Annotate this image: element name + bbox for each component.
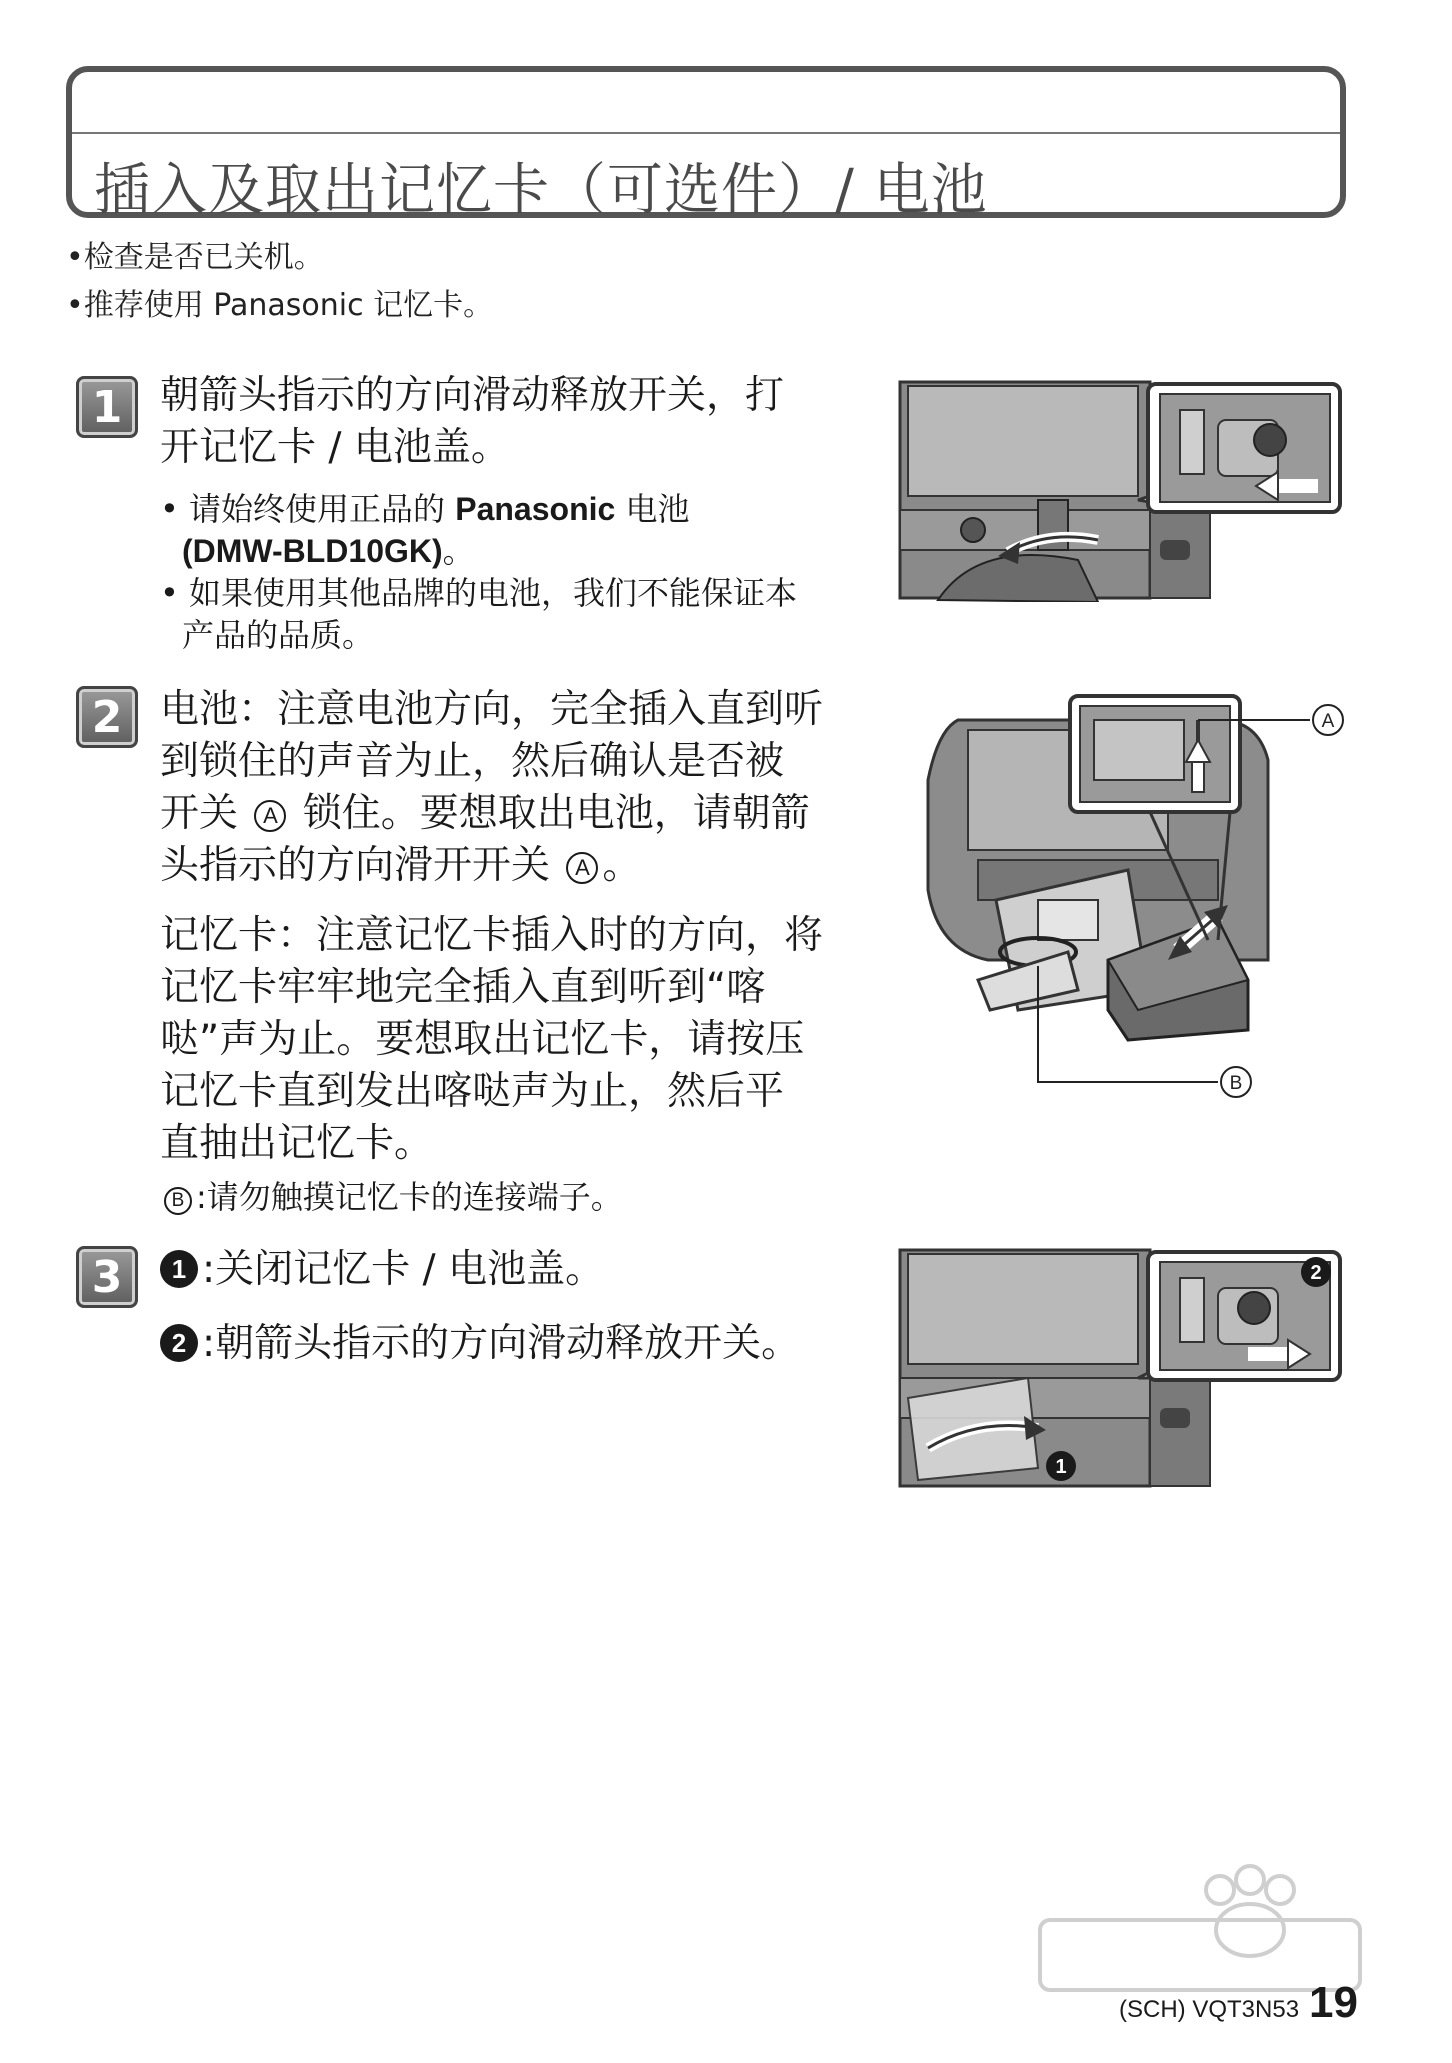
footer — [1119, 1978, 1358, 2028]
title-rule — [72, 132, 1340, 134]
page-number: 19 — [1309, 1978, 1358, 2027]
release-switch-icon-2 — [1160, 1408, 1190, 1428]
figure3-marker-2: 2 — [1310, 1262, 1322, 1284]
step1-line-2: 开记忆卡 / 电池盖。 — [160, 425, 510, 470]
pre-notes — [66, 234, 493, 330]
label-a-marker-2: A — [566, 852, 598, 884]
step2-battery-instruction — [160, 684, 823, 892]
step1-notes — [160, 488, 797, 656]
step2-note-b: B :请勿触摸记忆卡的连接端子。 — [160, 1176, 623, 1218]
document-code: (SCH) VQT3N53 — [1119, 1996, 1300, 2023]
figure-insert-battery-card — [918, 690, 1358, 1110]
page-title: 插入及取出记忆卡（可选件）/ 电池 — [94, 158, 988, 223]
figure-open-cover — [898, 380, 1344, 602]
step1-note-2: • 如果使用其他品牌的电池，我们不能保证本 — [160, 574, 798, 612]
step3-item-2: 2 :朝箭头指示的方向滑动释放开关。 — [160, 1318, 800, 1370]
tripod-socket-icon — [961, 518, 985, 542]
step2-battery-line-4: 头指示的方向滑开开关 A 。 — [160, 843, 642, 888]
step1-instruction — [160, 370, 784, 474]
figure-close-cover — [898, 1248, 1344, 1488]
step1-line-1: 朝箭头指示的方向滑动释放开关，打 — [160, 373, 785, 418]
step2-battery-line-3: 开关 A 锁住。要想取出电池，请朝箭 — [160, 791, 810, 836]
step2-card-instruction — [160, 910, 823, 1170]
battery-model: (DMW-BLD10GK) — [182, 533, 443, 569]
release-switch-icon — [1160, 540, 1190, 560]
title-box — [66, 66, 1346, 223]
step2-battery-line-2: 到锁住的声音为止，然后确认是否被 — [160, 739, 785, 784]
step1-note-1-model: (DMW-BLD10GK)。 — [182, 532, 475, 570]
step2-card-line-1: 记忆卡：注意记忆卡插入时的方向，将 — [160, 913, 824, 958]
lcd-screen — [908, 386, 1138, 496]
label-a: A — [1321, 711, 1335, 732]
step2-card-line-5: 直抽出记忆卡。 — [160, 1121, 434, 1166]
pre-note-1: •检查是否已关机。 — [66, 240, 324, 275]
step2-battery-line-1: 电池：注意电池方向，完全插入直到听 — [160, 687, 824, 732]
step1-note-2-cont: 产品的品质。 — [182, 616, 375, 654]
step1-note-1: • 请始终使用正品的 Panasonic 电池 — [160, 490, 690, 528]
label-b-marker: B — [164, 1187, 192, 1215]
step-number-1: 1 — [76, 376, 138, 438]
figure3-marker-1: 1 — [1055, 1456, 1067, 1478]
label-b: B — [1229, 1073, 1243, 1094]
step-number-2: 2 — [76, 686, 138, 748]
step2-card-line-4: 记忆卡直到发出喀哒声为止，然后平 — [160, 1069, 785, 1114]
label-a-marker: A — [254, 800, 286, 832]
step3-marker-1: 1 — [160, 1250, 198, 1288]
pre-note-2: •推荐使用 Panasonic 记忆卡。 — [66, 288, 494, 323]
step-number-3: 3 — [76, 1246, 138, 1308]
step3-item-1: 1 :关闭记忆卡 / 电池盖。 — [160, 1244, 604, 1296]
lcd-screen-3 — [908, 1254, 1138, 1364]
step2-card-line-2: 记忆卡牢牢地完全插入直到听到“喀 — [160, 965, 766, 1010]
brand-name: Panasonic — [455, 491, 616, 527]
step3-marker-2: 2 — [160, 1324, 198, 1362]
step2-card-line-3: 哒”声为止。要想取出记忆卡，请按压 — [160, 1017, 805, 1062]
